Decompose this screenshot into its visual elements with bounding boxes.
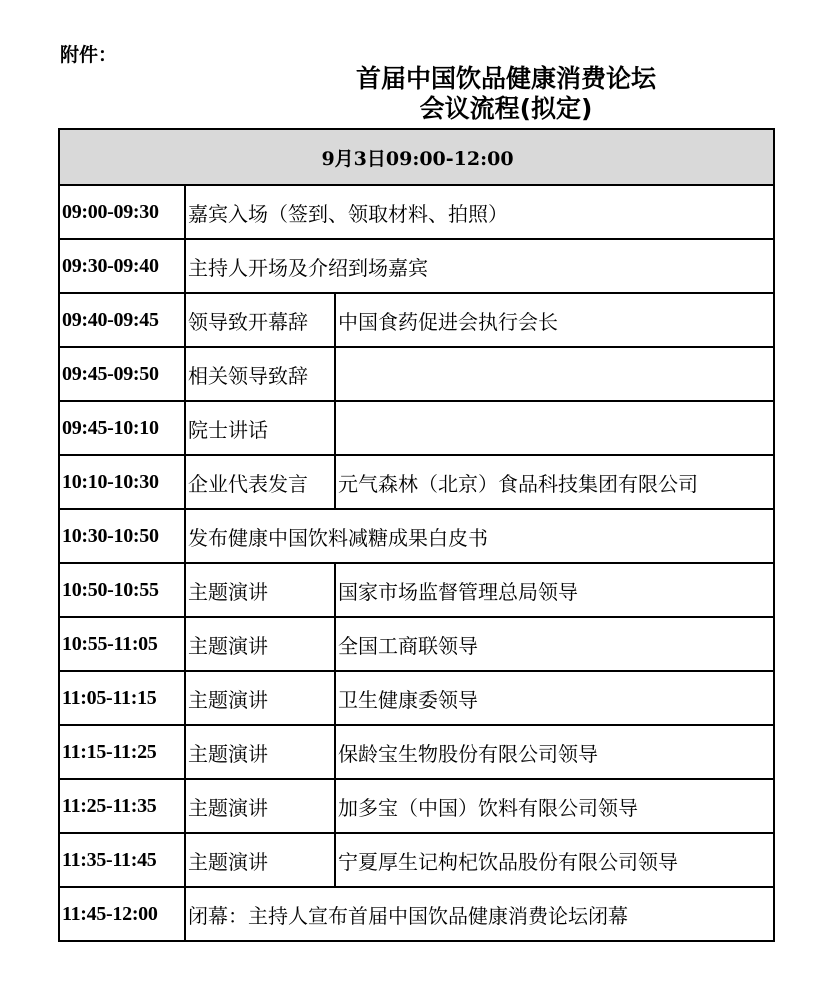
speaker-cell: 全国工商联领导 xyxy=(335,617,774,671)
time-cell: 09:45-10:10 xyxy=(59,401,185,455)
time-cell: 09:00-09:30 xyxy=(59,185,185,239)
table-row xyxy=(59,509,774,563)
attachment-label: 附件： xyxy=(60,44,118,66)
item-cell: 主题演讲 xyxy=(185,671,335,725)
table-row xyxy=(59,239,774,293)
item-cell: 主题演讲 xyxy=(185,725,335,779)
speaker-cell: 中国食药促进会执行会长 xyxy=(335,293,774,347)
speaker-cell xyxy=(335,347,774,401)
item-cell: 领导致开幕辞 xyxy=(185,293,335,347)
item-cell: 相关领导致辞 xyxy=(185,347,335,401)
speaker-cell: 保龄宝生物股份有限公司领导 xyxy=(335,725,774,779)
item-cell: 嘉宾入场（签到、领取材料、拍照） xyxy=(185,185,774,239)
table-row xyxy=(59,347,774,401)
table-row xyxy=(59,887,774,941)
date-header-row xyxy=(59,129,774,185)
document-title xyxy=(286,64,726,124)
item-cell: 主题演讲 xyxy=(185,617,335,671)
speaker-cell: 加多宝（中国）饮料有限公司领导 xyxy=(335,779,774,833)
time-cell: 11:35-11:45 xyxy=(59,833,185,887)
time-cell: 11:25-11:35 xyxy=(59,779,185,833)
table-row xyxy=(59,455,774,509)
table-row xyxy=(59,401,774,455)
speaker-cell: 元气森林（北京）食品科技集团有限公司 xyxy=(335,455,774,509)
speaker-cell xyxy=(335,401,774,455)
item-cell: 主题演讲 xyxy=(185,833,335,887)
time-cell: 09:45-09:50 xyxy=(59,347,185,401)
table-row xyxy=(59,563,774,617)
item-cell: 主题演讲 xyxy=(185,779,335,833)
table-row xyxy=(59,725,774,779)
time-cell: 11:45-12:00 xyxy=(59,887,185,941)
table-row xyxy=(59,779,774,833)
title-line-2: 会议流程(拟定) xyxy=(419,94,593,123)
speaker-cell: 宁夏厚生记枸杞饮品股份有限公司领导 xyxy=(335,833,774,887)
table-row xyxy=(59,671,774,725)
table-row xyxy=(59,617,774,671)
time-cell: 11:05-11:15 xyxy=(59,671,185,725)
time-cell: 09:30-09:40 xyxy=(59,239,185,293)
table-row xyxy=(59,185,774,239)
item-cell: 企业代表发言 xyxy=(185,455,335,509)
title-line-1: 首届中国饮品健康消费论坛 xyxy=(355,64,656,93)
table-row xyxy=(59,293,774,347)
item-cell: 发布健康中国饮料减糖成果白皮书 xyxy=(185,509,774,563)
agenda-table xyxy=(58,128,775,942)
time-cell: 11:15-11:25 xyxy=(59,725,185,779)
item-cell: 院士讲话 xyxy=(185,401,335,455)
speaker-cell: 卫生健康委领导 xyxy=(335,671,774,725)
item-cell: 主题演讲 xyxy=(185,563,335,617)
speaker-cell: 国家市场监督管理总局领导 xyxy=(335,563,774,617)
time-cell: 10:10-10:30 xyxy=(59,455,185,509)
item-cell: 闭幕：主持人宣布首届中国饮品健康消费论坛闭幕 xyxy=(185,887,774,941)
time-cell: 10:55-11:05 xyxy=(59,617,185,671)
time-cell: 09:40-09:45 xyxy=(59,293,185,347)
time-cell: 10:30-10:50 xyxy=(59,509,185,563)
time-cell: 10:50-10:55 xyxy=(59,563,185,617)
item-cell: 主持人开场及介绍到场嘉宾 xyxy=(185,239,774,293)
table-row xyxy=(59,833,774,887)
date-header: 9月3日09:00-12:00 xyxy=(59,129,774,185)
